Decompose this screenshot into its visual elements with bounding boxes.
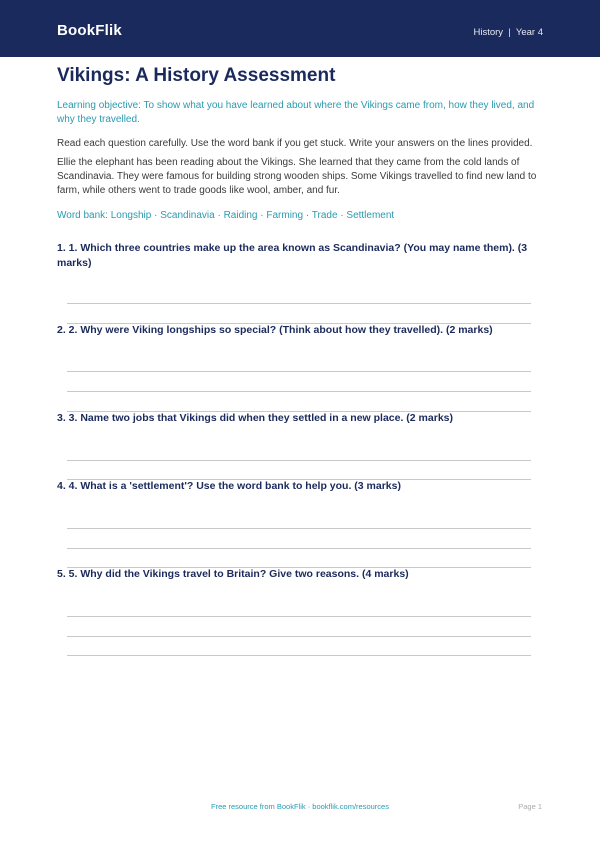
- answer-line[interactable]: [67, 371, 531, 372]
- question-4: 4. 4. What is a 'settlement'? Use the word bank to help you. (3 marks): [57, 480, 401, 492]
- question-2: 2. 2. Why were Viking longships so special? (Think about how they travelled). (2 marks): [57, 324, 493, 336]
- brand-logo-text: BookFlik: [57, 22, 122, 39]
- answer-line[interactable]: [67, 655, 531, 656]
- page-header: [0, 0, 600, 57]
- reading-passage: Ellie the elephant has been reading about the Vikings. She learned that they came from the cold lands of Scandinavia. They were famous for building strong wooden ships. Some Vikings travelled to find new land to farm, while others went to trade goods like wool, amber, and fur.: [57, 157, 537, 196]
- subject-year-label: History | Year 4: [473, 27, 543, 38]
- answer-line[interactable]: [67, 303, 531, 304]
- answer-line[interactable]: [67, 391, 531, 392]
- question-5: 5. 5. Why did the Vikings travel to Britain? Give two reasons. (4 marks): [57, 568, 409, 580]
- instructions: Read each question carefully. Use the word bank if you get stuck. Write your answers on the lines provided.: [57, 138, 533, 149]
- answer-line[interactable]: [67, 616, 531, 617]
- footer-credit: Free resource from BookFlik · bookflik.com/resources: [211, 802, 389, 811]
- answer-line[interactable]: [67, 528, 531, 529]
- page-title: Vikings: A History Assessment: [57, 65, 336, 86]
- question-3: 3. 3. Name two jobs that Vikings did when they settled in a new place. (2 marks): [57, 412, 453, 424]
- answer-line[interactable]: [67, 636, 531, 637]
- answer-line[interactable]: [67, 548, 531, 549]
- page-number: Page 1: [518, 802, 542, 811]
- answer-line[interactable]: [67, 460, 531, 461]
- question-1: 1. 1. Which three countries make up the area known as Scandinavia? (You may name them). (3 marks): [57, 242, 528, 269]
- word-bank: Word bank: Longship · Scandinavia · Raiding · Farming · Trade · Settlement: [57, 210, 395, 221]
- learning-objective: Learning objective: To show what you have learned about where the Vikings came from, how they lived, and why they travelled.: [57, 100, 535, 125]
